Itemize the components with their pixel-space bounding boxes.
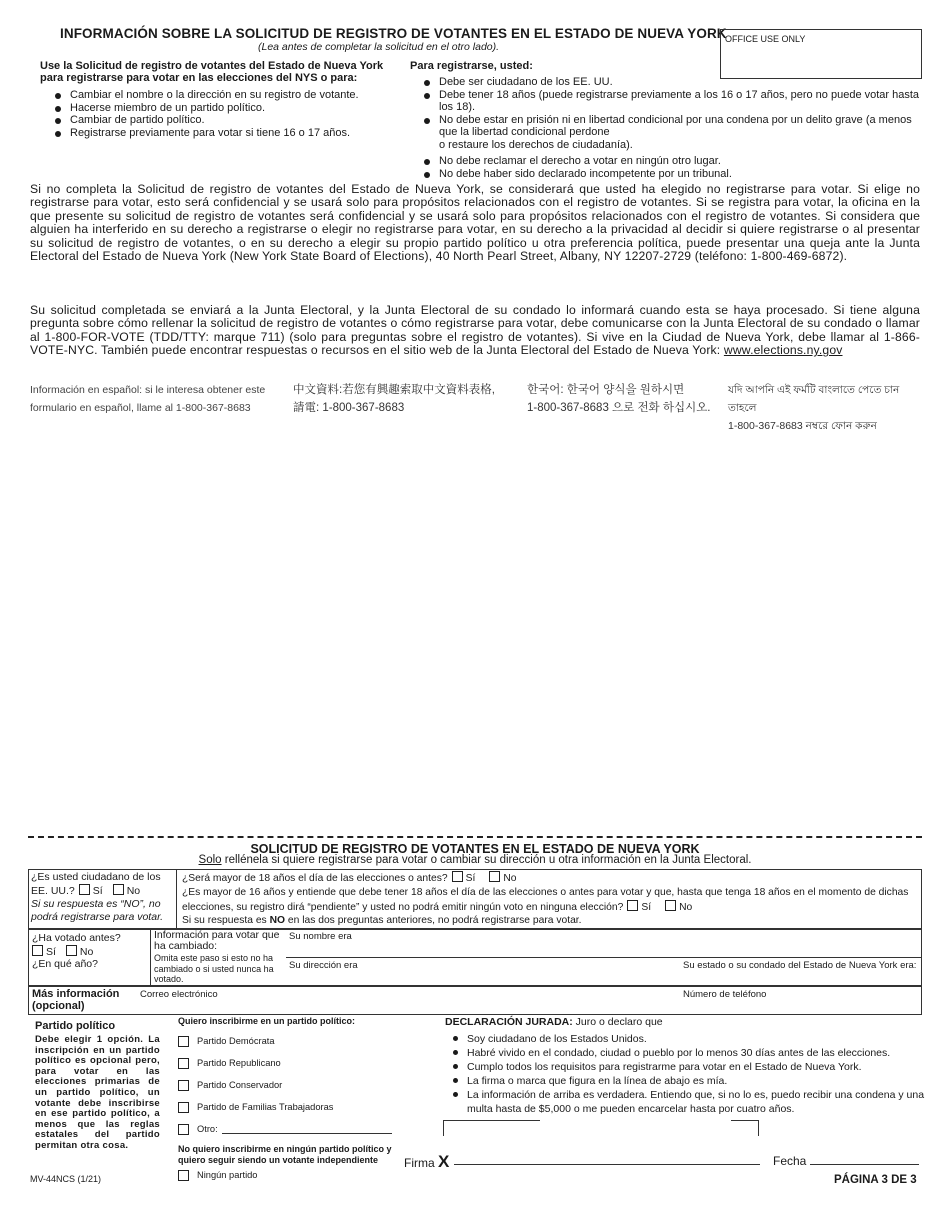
party-option-label: Partido Republicano (197, 1058, 281, 1068)
party-option[interactable] (178, 1118, 408, 1140)
ineligible-note-text: Si su respuesta es (182, 915, 270, 927)
no-label: No (679, 901, 693, 913)
voted-before-question (28, 929, 151, 986)
party-democrat-checkbox[interactable] (178, 1036, 189, 1047)
chinese-info-line: 中文資料:若您有興趣索取中文資料表格, (293, 384, 495, 396)
form-title: SOLICITUD DE REGISTRO DE VOTANTES EN EL ESTADO DE NUEVA YORK (250, 842, 700, 856)
chinese-info-line: 請電: 1-800-367-8683 (293, 402, 405, 414)
previous-name-line[interactable] (286, 957, 922, 958)
age-questions (182, 871, 920, 928)
party-option[interactable] (178, 1052, 408, 1074)
citizenship-question (28, 869, 177, 929)
party-conservative-checkbox[interactable] (178, 1080, 189, 1091)
age16-yes-checkbox[interactable] (627, 900, 638, 911)
citizenship-note: Si su respuesta es “NO”, no podrá registrarse para votar. (31, 898, 164, 923)
office-use-box (720, 29, 922, 79)
phone-field[interactable]: Número de teléfono (683, 989, 767, 1000)
voted-year-label: ¿En qué año? (32, 958, 98, 970)
spanish-info-line: Información en español: si le interesa obtener este (30, 384, 266, 396)
previous-name-label: Su nombre era (289, 931, 352, 942)
list-item: Registrarse previamente para votar si tiene 16 o 17 años. (53, 127, 403, 140)
voted-no-checkbox[interactable] (66, 945, 77, 956)
oath-item: Soy ciudadano de los Estados Unidos. (445, 1032, 925, 1046)
yes-label: Sí (92, 885, 103, 897)
korean-info-line: 1-800-367-8683 으로 전화 하십시오. (527, 402, 711, 414)
voted-before-text: ¿Ha votado antes? (32, 932, 121, 944)
voted-yes-checkbox[interactable] (32, 945, 43, 956)
date-label: Fecha (773, 1154, 807, 1168)
oath-item: La información de arriba es verdadera. Entiendo que, si no lo es, puedo recibir una condena y una multa hasta de $5,000 o me pueden encarcelar hasta por cuatro años. (445, 1088, 925, 1116)
party-working-families-checkbox[interactable] (178, 1102, 189, 1113)
yes-label: Sí (465, 873, 476, 884)
ineligible-note-bold: NO (269, 915, 286, 927)
party-join-label: Quiero inscribirme en un partido político: (178, 1016, 356, 1026)
party-option-label: Ningún partido (197, 1170, 258, 1180)
spanish-info (30, 381, 280, 417)
korean-info (527, 381, 727, 417)
list-item (422, 114, 922, 152)
age18-yes-checkbox[interactable] (452, 871, 463, 882)
party-heading: Partido político (35, 1020, 116, 1032)
more-info-label: Más información (opcional) (32, 988, 120, 1012)
age18-no-checkbox[interactable] (489, 871, 500, 882)
list-item: No debe reclamar el derecho a votar en ningún otro lugar. (422, 155, 922, 168)
list-item: Cambiar el nombre o la dirección en su registro de votante. (53, 89, 403, 102)
previous-county-label: Su estado o su condado del Estado de Nueva York era: (683, 960, 917, 971)
contact-paragraph (30, 304, 920, 358)
changed-info-label (154, 930, 284, 985)
age-16-question: ¿Es mayor de 16 años y entiende que debe tener 18 años el día de las elecciones o antes para votar y que, hasta que tenga 18 años en el momento de dichas elecciones, su registro dirá “pendiente” y usted no podrá emitir ningún voto en ninguna elección? (182, 886, 909, 913)
bengali-info-line: যদি আপনি এই ফর্মটি বাংলাতে পেতে চান তাহলে (728, 384, 900, 414)
signature-x-mark: X (438, 1152, 450, 1171)
confidentiality-paragraph: Si no completa la Solicitud de registro de votantes del Estado de Nueva York, se considerará que usted ha elegido no registrarse para votar. Si elige no registrarse para votar, esto será confidencial y se usará solo para propósitos relacionados con el registro de votantes. Si se registra para votar, la oficina en la que presente su solicitud de registro de votantes será confidencial y se usará solo para propósitos relacionados con el registro de votantes. Si considera que alguien ha interferido en su derecho a registrarse o elegir no registrarse para votar, en su derecho a la privacidad al decidir si quiere registrarse o al presentar su solicitud de registro de votantes, o en su derecho a elegir su propio partido político u otra preferencia política, puede presentar una queja ante la Junta Electoral del Estado de Nueva York (New York State Board of Elections), 40 North Pearl Street, Albany, NY 12207-2729 (teléfono: 1-800-469-6872). (30, 182, 920, 264)
list-item: Hacerse miembro de un partido político. (53, 102, 403, 115)
signature-label (404, 1152, 449, 1172)
no-party-checkbox[interactable] (178, 1170, 189, 1181)
citizen-no-checkbox[interactable] (113, 884, 124, 895)
no-label: No (79, 945, 94, 958)
oath-item: Cumplo todos los requisitos para registrarme para votar en el Estado de Nueva York. (445, 1060, 925, 1074)
citizenship-question-text: ¿Es usted ciudadano de los (31, 871, 161, 883)
right-column-list (422, 76, 922, 180)
citizenship-question-text: EE. UU.? (31, 885, 75, 897)
right-column-heading: Para registrarse, usted: (410, 60, 533, 72)
left-column-heading: Use la Solicitud de registro de votantes del Estado de Nueva York para registrarse para votar en las elecciones del NYS o para: (40, 60, 384, 84)
party-option-label: Partido de Familias Trabajadoras (197, 1102, 334, 1112)
age-18-question: ¿Será mayor de 18 años el día de las elecciones o antes? (182, 873, 448, 884)
list-item: Debe tener 18 años (puede registrarse previamente a los 16 o 17 años, pero no puede votar hasta los 18). (422, 89, 922, 114)
oath-intro: Juro o declaro que (572, 1016, 663, 1028)
party-other-checkbox[interactable] (178, 1124, 189, 1135)
no-label: No (503, 873, 517, 884)
list-item: No debe haber sido declarado incompetente por un tribunal. (422, 168, 922, 181)
party-other-input[interactable] (222, 1125, 392, 1134)
oath-heading: DECLARACIÓN JURADA: (445, 1016, 573, 1028)
previous-address-label: Su dirección era (289, 960, 358, 971)
oath-section (445, 1016, 925, 1116)
page-number: PÁGINA 3 DE 3 (834, 1174, 917, 1186)
bengali-info-line: 1-800-367-8683 নম্বরে ফোন করুন (728, 420, 877, 432)
signature-text: Firma (404, 1156, 435, 1170)
skip-note: Omita este paso si esto no ha cambiado o si usted nunca ha votado. (154, 953, 274, 984)
email-field[interactable]: Correo electrónico (140, 989, 218, 1000)
citizen-yes-checkbox[interactable] (79, 884, 90, 895)
list-item: Debe ser ciudadano de los EE. UU. (422, 76, 922, 89)
party-option[interactable] (178, 1096, 408, 1118)
age16-no-checkbox[interactable] (665, 900, 676, 911)
ineligible-note (182, 914, 920, 928)
office-use-label: OFFICE USE ONLY (725, 34, 806, 44)
party-option-label: Partido Demócrata (197, 1036, 275, 1046)
party-option-label: Otro: (197, 1124, 218, 1134)
signature-corner-left (443, 1120, 540, 1136)
list-item: Cambiar de partido político. (53, 114, 403, 127)
bengali-info (728, 381, 928, 435)
yes-label: Sí (46, 945, 56, 958)
page-subtitle: (Lea antes de completar la solicitud en el otro lado). (258, 41, 500, 53)
form-code: MV-44NCS (1/21) (30, 1174, 102, 1184)
korean-info-line: 한국어: 한국어 양식을 원하시면 (527, 384, 685, 396)
elections-website-link[interactable]: www.elections.ny.gov (723, 343, 843, 358)
spanish-info-line: formulario en español, llame al 1-800-367-8683 (30, 402, 251, 414)
contact-paragraph-text: Su solicitud completada se enviará a la Junta Electoral, y la Junta Electoral de su condado lo informará cuando esta se haya procesado. Si tiene alguna pregunta sobre cómo rellenar la solicitud de registro de votantes o cómo registrarse para votar, debe comunicarse con la Junta Electoral de su condado o llamar al 1-800-FOR-VOTE (TDD/TTY: marque 711) (solo para preguntas sobre el registro de votantes). Si vive en la Ciudad de Nueva York, debe llamar al 1-866-VOTE-NYC. También puede encontrar respuestas o recursos en el sitio web de la Junta Electoral del Estado de Nueva York: (30, 303, 920, 358)
party-option[interactable] (178, 1166, 408, 1184)
party-options (178, 1016, 408, 1184)
no-party-label: No quiero inscribirme en ningún partido político y quiero seguir siendo un votante independiente (178, 1144, 392, 1165)
party-option[interactable] (178, 1074, 408, 1096)
page-title: INFORMACIÓN SOBRE LA SOLICITUD DE REGISTRO DE VOTANTES EN EL ESTADO DE NUEVA YORK (60, 26, 727, 41)
oath-item: La firma o marca que figura en la línea de abajo es mía. (445, 1074, 925, 1088)
signature-line[interactable] (454, 1164, 760, 1165)
form-subtitle-text: rellénela si quiere registrarse para votar o cambiar su dirección u otra información en la Junta Electoral. (221, 854, 752, 866)
date-line[interactable] (810, 1164, 919, 1165)
list-item-text: No debe estar en prisión ni en libertad condicional por una condena por un delito grave (a menos que la libertad condicional perdone (439, 113, 912, 138)
signature-corner-right (731, 1120, 759, 1136)
party-option[interactable] (178, 1030, 408, 1052)
ineligible-note-text: en las dos preguntas anteriores, no podrá registrarse para votar. (285, 915, 582, 927)
party-republican-checkbox[interactable] (178, 1058, 189, 1069)
yes-label: Sí (641, 901, 652, 913)
form-subtitle (0, 854, 950, 866)
oath-item: Habré vivido en el condado, ciudad o pueblo por lo menos 30 días antes de las elecciones. (445, 1046, 925, 1060)
cut-line-divider (28, 836, 922, 838)
chinese-info (293, 381, 518, 417)
party-note: Debe elegir 1 opción. La inscripción en un partido político es opcional pero, para votar en las elecciones primarias de un partido político, un votante debe inscribirse en ese partido político, a menos que las reglas estatales del partido permitan otra cosa. (35, 1034, 160, 1151)
party-option-label: Partido Conservador (197, 1080, 283, 1090)
left-column-list (53, 89, 403, 139)
list-item-text-cont: o restaure los derechos de ciudadanía). (439, 138, 633, 151)
no-label: No (126, 885, 141, 897)
changed-info-text: Información para votar que ha cambiado: (154, 929, 280, 952)
form-subtitle-emphasis: Solo (198, 854, 222, 866)
oath-list (445, 1032, 925, 1116)
